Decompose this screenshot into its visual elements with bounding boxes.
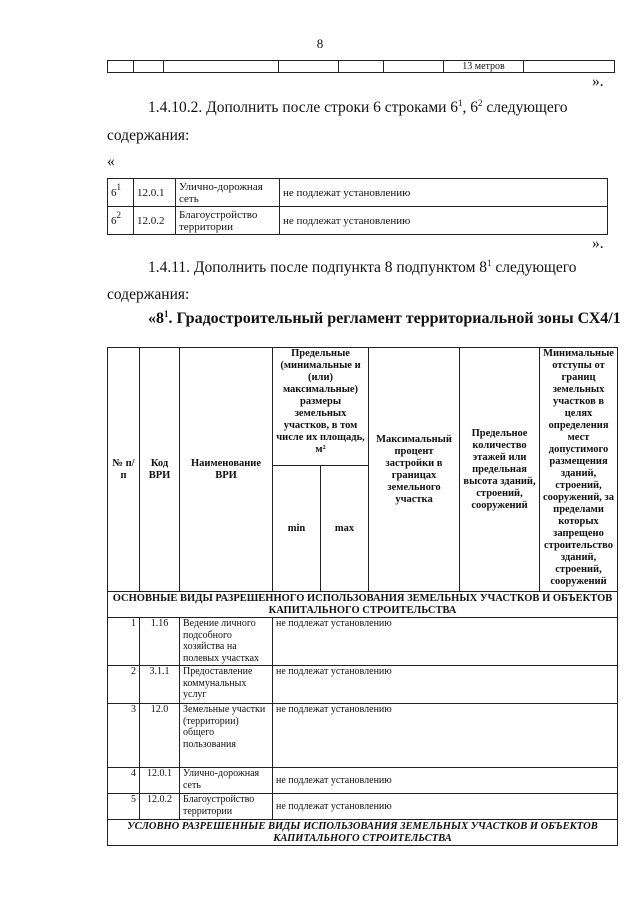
row-number: 4 bbox=[108, 768, 140, 794]
paragraph-text: 1.4.11. Дополнить после подпункта 8 подпунктом 8 bbox=[148, 259, 488, 276]
row-code: 3.1.1 bbox=[140, 666, 180, 704]
regulation-table bbox=[107, 347, 618, 846]
section-heading: «$8^1$. Градостроительный регламент территориальной зоны СХ4/1 bbox=[148, 309, 621, 327]
paragraph-line: содержания: bbox=[107, 127, 190, 144]
paragraph-line bbox=[148, 258, 576, 278]
row-code: 1.16 bbox=[140, 618, 180, 666]
table-cell bbox=[384, 61, 444, 73]
row-name: Улично-дорожная сеть bbox=[180, 768, 273, 794]
row-name: Ведение личного подсобного хозяйства на полевых участках bbox=[180, 618, 273, 666]
superscript: 1 bbox=[487, 258, 492, 268]
table-cell: 13 метров bbox=[444, 61, 524, 73]
row-code: 12.0 bbox=[140, 704, 180, 768]
row-number: 5 bbox=[108, 794, 140, 820]
row-number: 3 bbox=[108, 704, 140, 768]
table-cell bbox=[108, 61, 134, 73]
table-row bbox=[108, 666, 618, 704]
table-row bbox=[108, 179, 608, 207]
header-max: max bbox=[321, 466, 369, 592]
row-name: Благоустройство территории bbox=[180, 794, 273, 820]
row-name: Улично-дорожная сеть bbox=[176, 179, 280, 207]
row-value: не подлежат установлению bbox=[280, 179, 608, 207]
table-row bbox=[108, 768, 618, 794]
superscript: 1 bbox=[458, 98, 463, 108]
row-value: не подлежат установлению bbox=[280, 207, 608, 235]
paragraph-text: следующего bbox=[482, 99, 568, 116]
paragraph-line bbox=[148, 98, 567, 118]
page-number: 8 bbox=[316, 36, 324, 51]
table-row bbox=[108, 704, 618, 768]
paragraph-text: , 6 bbox=[462, 99, 479, 116]
inserted-rows-table bbox=[107, 178, 608, 235]
continuation-table bbox=[107, 60, 615, 73]
closing-quote: ». bbox=[592, 73, 604, 90]
row-value: не подлежат установлению bbox=[273, 704, 618, 768]
row-number: $6^1$ bbox=[108, 179, 134, 207]
table-row bbox=[108, 207, 608, 235]
header-floors: Предельное количество этажей или предельная высота зданий, строений, сооружений bbox=[460, 348, 540, 592]
table-cell bbox=[279, 61, 339, 73]
row-value: не подлежат установлению bbox=[273, 794, 618, 820]
paragraph-text: следующего bbox=[491, 259, 577, 276]
header-num: № п/п bbox=[108, 348, 140, 592]
table-row bbox=[108, 618, 618, 666]
row-name: Предоставление коммунальных услуг bbox=[180, 666, 273, 704]
row-code: 12.0.1 bbox=[140, 768, 180, 794]
header-percent: Максимальный процент застройки в границах земельного участка bbox=[369, 348, 460, 592]
closing-quote: ». bbox=[592, 235, 604, 252]
header-setback: Минимальные отступы от границ земельных участков в целях определения мест допустимого размещения зданий, строений, сооружений, за пределами которых запрещено строительство зданий, строений, сооружений bbox=[540, 348, 618, 592]
header-name: Наименование ВРИ bbox=[180, 348, 273, 592]
superscript: 2 bbox=[478, 98, 483, 108]
table-row bbox=[108, 794, 618, 820]
row-name: Земельные участки (территории) общего пользования bbox=[180, 704, 273, 768]
paragraph-text: 1.4.10.2. Дополнить после строки 6 строками 6 bbox=[148, 99, 459, 116]
row-number: 2 bbox=[108, 666, 140, 704]
section-main-uses: ОСНОВНЫЕ ВИДЫ РАЗРЕШЕННОГО ИСПОЛЬЗОВАНИЯ ЗЕМЕЛЬНЫХ УЧАСТКОВ И ОБЪЕКТОВ КАПИТАЛЬНОГО СТРОИТЕЛЬСТВА bbox=[108, 592, 618, 618]
header-min: min bbox=[273, 466, 321, 592]
row-value: не подлежат установлению bbox=[273, 768, 618, 794]
row-value: не подлежат установлению bbox=[273, 666, 618, 704]
table-cell bbox=[524, 61, 615, 73]
header-size: Предельные (минимальные и (или) максимальные) размеры земельных участков, в том числе их площадь, м² bbox=[273, 348, 369, 466]
row-code: 12.0.2 bbox=[140, 794, 180, 820]
row-number: $6^2$ bbox=[108, 207, 134, 235]
header-code: Код ВРИ bbox=[140, 348, 180, 592]
paragraph-line: содержания: bbox=[107, 286, 190, 303]
table-cell bbox=[134, 61, 164, 73]
row-number: 1 bbox=[108, 618, 140, 666]
opening-quote: « bbox=[107, 153, 115, 170]
section-conditional-uses: УСЛОВНО РАЗРЕШЕННЫЕ ВИДЫ ИСПОЛЬЗОВАНИЯ ЗЕМЕЛЬНЫХ УЧАСТКОВ И ОБЪЕКТОВ КАПИТАЛЬНОГО СТРОИТЕЛЬСТВА bbox=[108, 820, 618, 846]
row-name: Благоустройство территории bbox=[176, 207, 280, 235]
table-cell bbox=[164, 61, 279, 73]
row-value: не подлежат установлению bbox=[273, 618, 618, 666]
row-code: 12.0.1 bbox=[134, 179, 176, 207]
row-code: 12.0.2 bbox=[134, 207, 176, 235]
table-cell bbox=[339, 61, 384, 73]
